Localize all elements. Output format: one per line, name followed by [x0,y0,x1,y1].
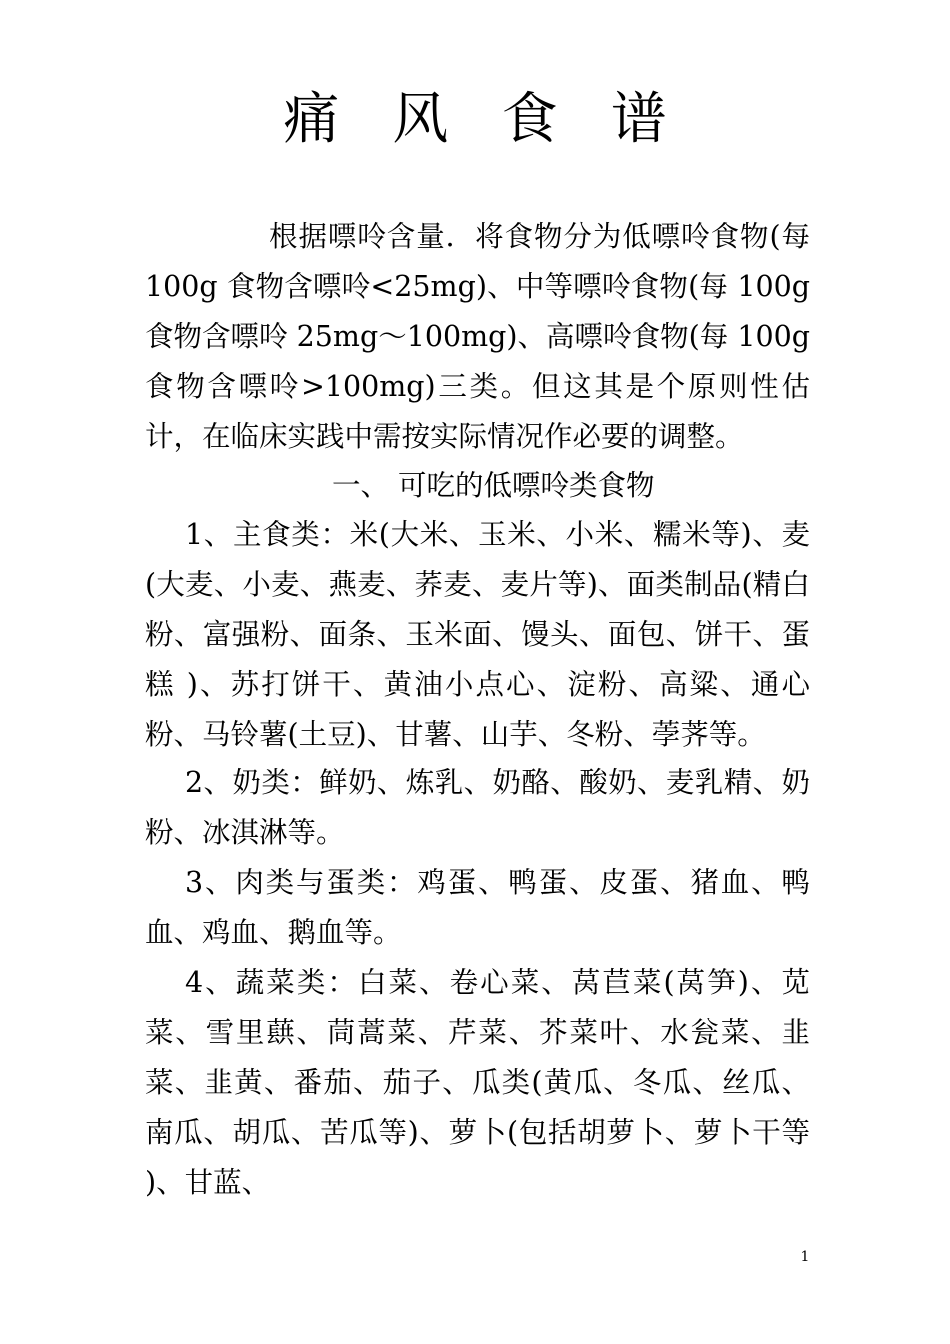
intro-paragraph: 根据嘌呤含量．将食物分为低嘌呤食物(每100g 食物含嘌呤<25mg)、中等嘌呤食物(每 100g 食物含嘌呤 25mg～100mg)、高嘌呤食物(每 100g 食物含嘌呤>100mg)三类。但这其是个原则性估计，在临床实践中需按实际情况作必要的调整。 [145,220,810,453]
section-heading: 一、 可吃的低嘌呤类食物 [332,469,655,502]
list-item-staple-foods: 1、主食类：米(大米、玉米、小米、糯米等)、麦(大麦、小麦、燕麦、荞麦、麦片等)、面类制品(精白粉、富强粉、面条、玉米面、馒头、面包、饼干、蛋糕 )、苏打饼干、黄油小点心、淀粉、高粱、通心粉、马铃薯(土豆)、甘薯、山芋、冬粉、荸荠等。 [145,518,810,751]
list-item-dairy: 2、奶类：鲜奶、炼乳、奶酪、酸奶、麦乳精、奶粉、冰淇淋等。 [145,766,810,849]
page-title: 痛风食谱 [283,87,720,152]
list-item-vegetables: 4、蔬菜类：白菜、卷心菜、莴苣菜(莴笋)、苋菜、雪里蕻、茼蒿菜、芹菜、芥菜叶、水瓮菜、韭菜、韭黄、番茄、茄子、瓜类(黄瓜、冬瓜、丝瓜、南瓜、胡瓜、苦瓜等)、萝卜(包括胡萝卜、萝卜干等 )、甘蓝、 [145,966,810,1199]
list-item-meat-eggs: 3、肉类与蛋类：鸡蛋、鸭蛋、皮蛋、猪血、鸭血、鸡血、鹅血等。 [145,866,810,949]
page-number: 1 [800,1249,810,1265]
